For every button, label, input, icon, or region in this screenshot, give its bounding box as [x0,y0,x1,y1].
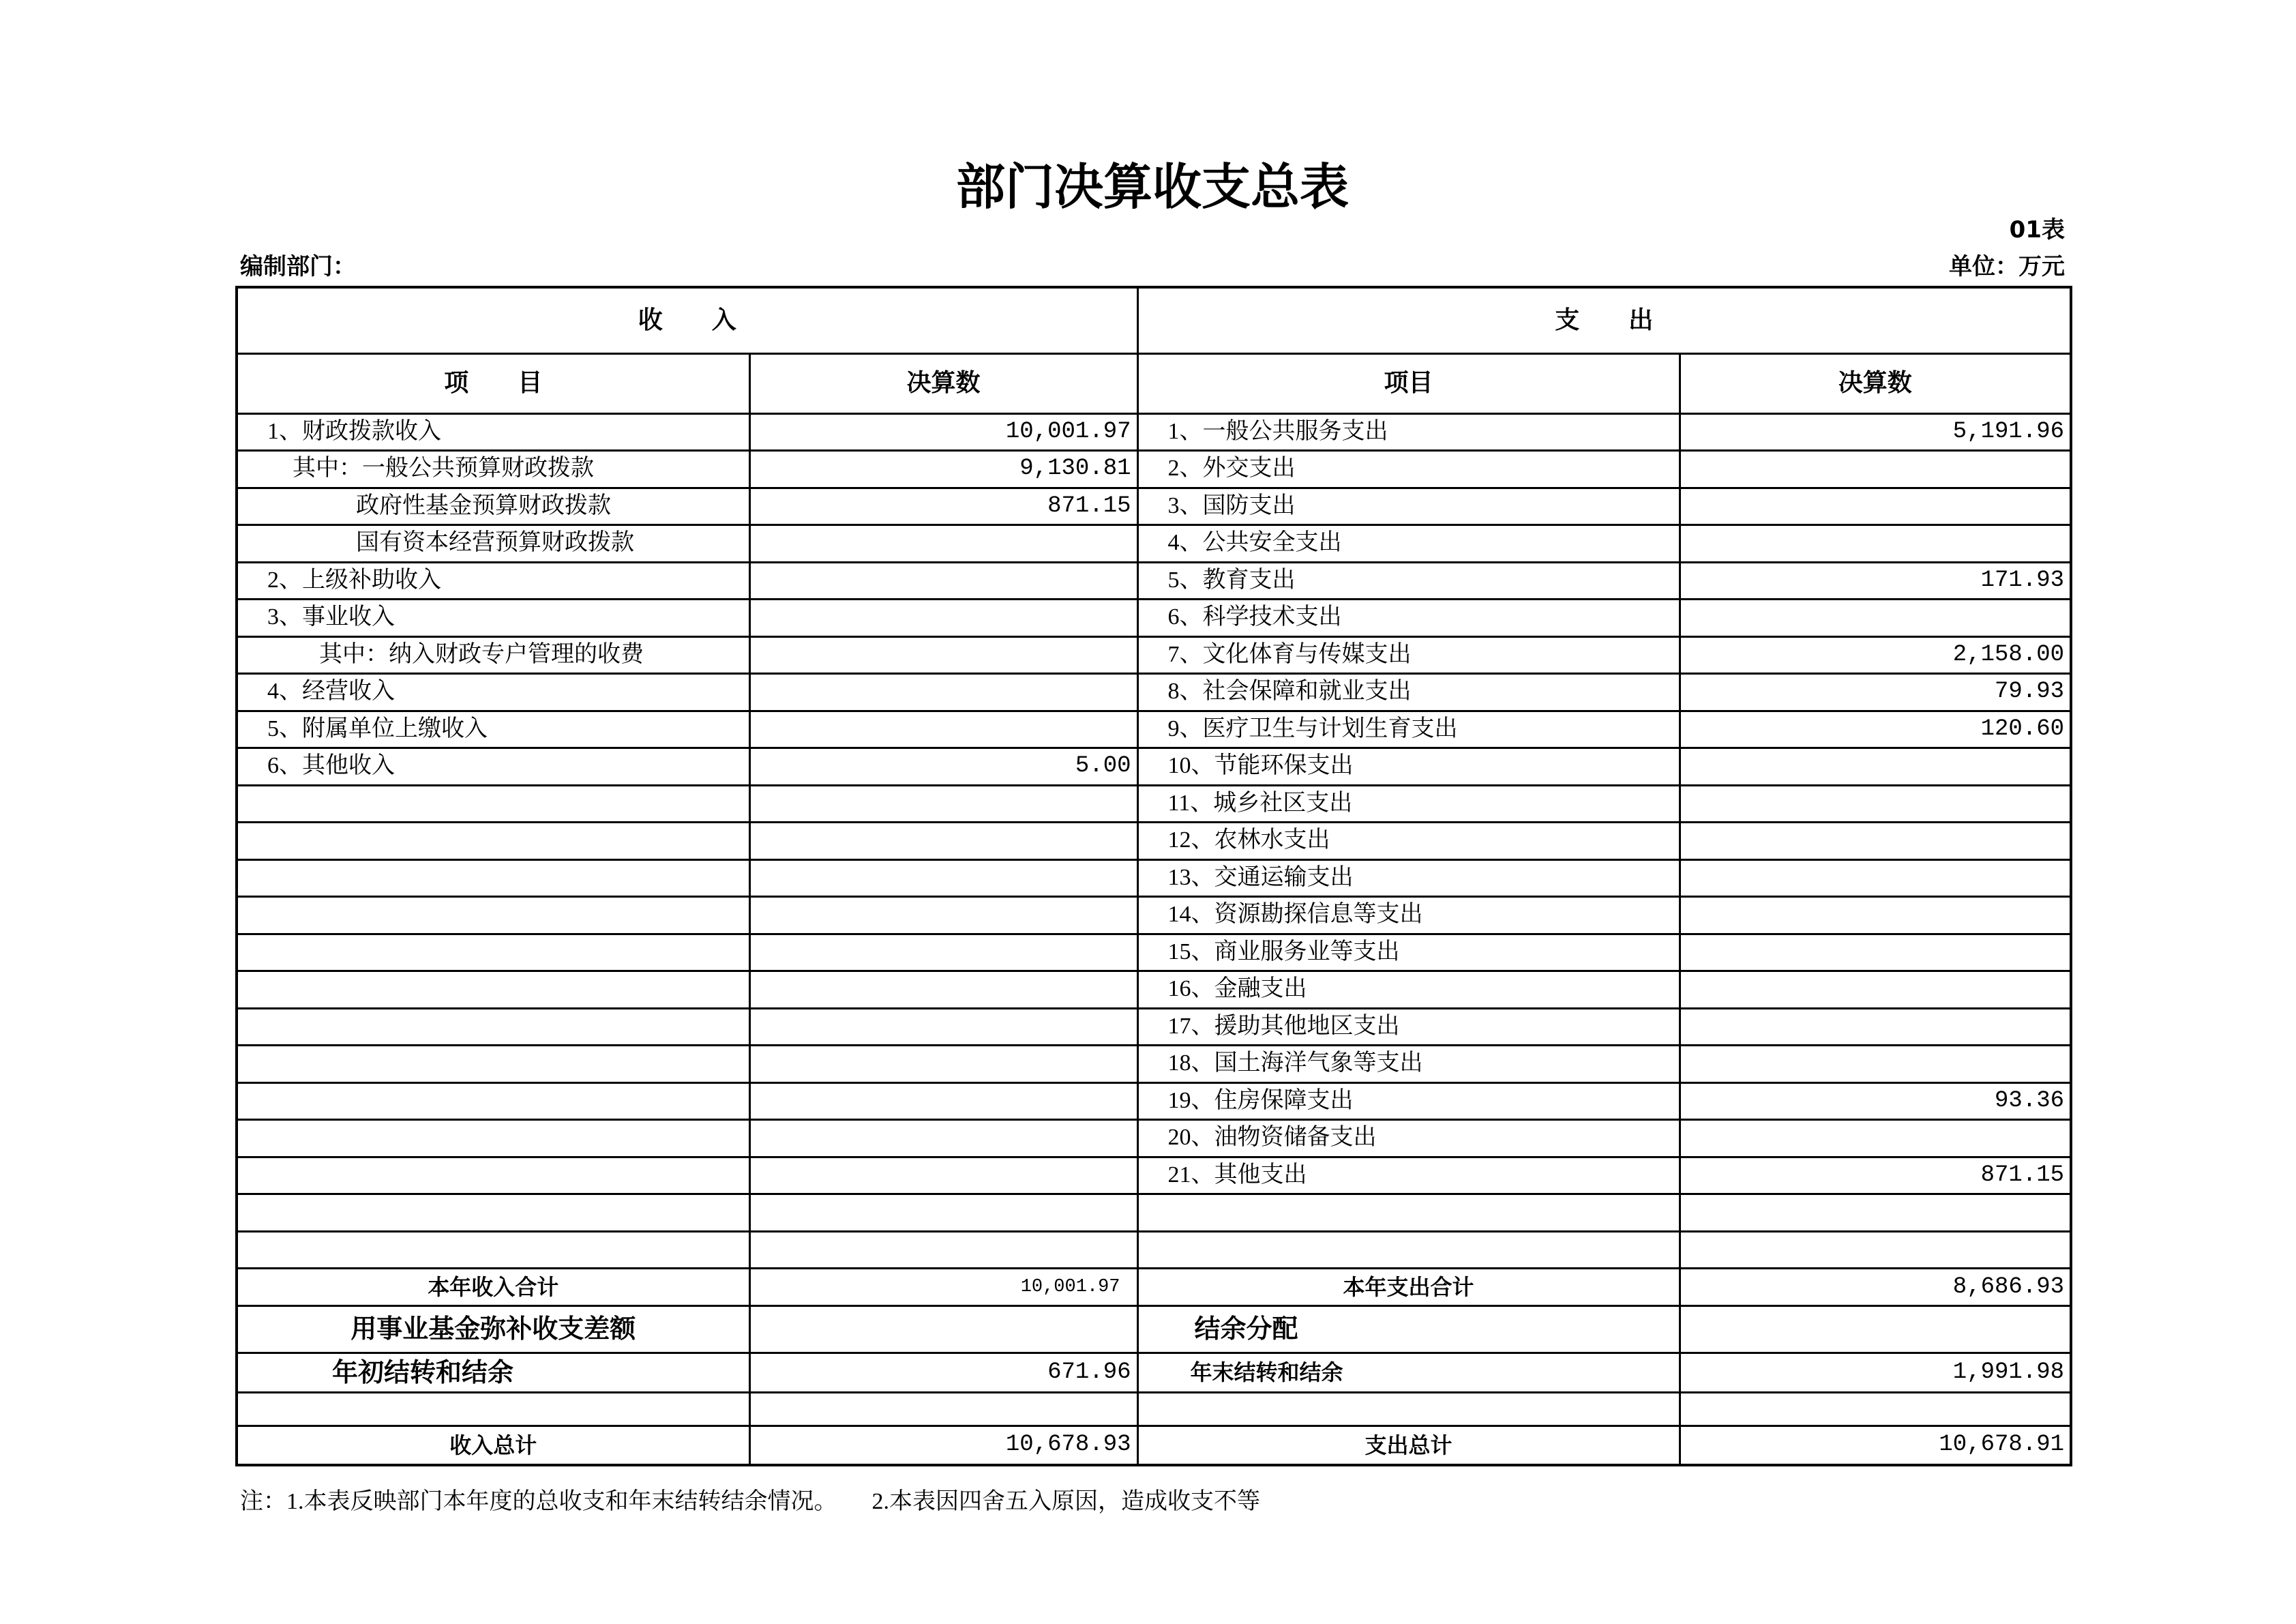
expenditure-item-amount [1680,600,2071,637]
empty-cell [749,971,1137,1009]
expenditure-amount-column-header: 决算数 [1680,353,2071,413]
expenditure-item-amount [1680,1046,2071,1083]
expenditure-item-amount: 2,158.00 [1680,636,2071,674]
empty-cell [237,785,749,823]
expenditure-item-amount [1680,748,2071,786]
income-item-amount [749,636,1137,674]
expenditure-item-label: 16、金融支出 [1137,971,1680,1009]
table-row [237,1120,2071,1157]
table-row [237,785,2071,823]
table-row [237,934,2071,971]
surplus-distribution-amount [1680,1306,2071,1353]
empty-cell [749,1393,1137,1426]
expenditure-year-total-amount: 8,686.93 [1680,1269,2071,1306]
table-row [237,1194,2071,1232]
expenditure-item-amount [1680,859,2071,897]
expenditure-item-label: 4、公共安全支出 [1137,525,1680,563]
income-grand-total-amount: 10,678.93 [749,1426,1137,1465]
expenditure-item-amount [1680,785,2071,823]
income-item-amount [749,711,1137,748]
empty-cell [749,823,1137,860]
expenditure-item-amount [1680,934,2071,971]
empty-cell [1137,1393,1680,1426]
expenditure-item-label: 10、节能环保支出 [1137,748,1680,786]
expenditure-item-amount [1680,971,2071,1009]
section-header-row [237,287,2071,353]
expenditure-item-label: 15、商业服务业等支出 [1137,934,1680,971]
empty-cell [749,859,1137,897]
empty-cell [237,1231,749,1269]
income-item-label: 3、事业收入 [237,600,749,637]
table-row [237,525,2071,563]
income-item-amount [749,562,1137,600]
table-row [237,488,2071,525]
empty-cell [749,1231,1137,1269]
expenditure-item-amount: 5,191.96 [1680,413,2071,451]
empty-cell [1680,1231,2071,1269]
expenditure-item-label: 17、援助其他地区支出 [1137,1008,1680,1046]
empty-cell [749,1008,1137,1046]
income-item-label: 2、上级补助收入 [237,562,749,600]
income-item-column-header: 项 目 [237,353,749,413]
table-number: 01表 [2009,216,2065,243]
expenditure-item-amount: 871.15 [1680,1157,2071,1194]
income-item-amount [749,600,1137,637]
fund-offset-amount [749,1306,1137,1353]
income-year-total-amount: 10,001.97 [749,1269,1137,1306]
empty-cell [237,1157,749,1194]
expenditure-item-amount [1680,1008,2071,1046]
empty-cell [237,823,749,860]
income-item-label: 政府性基金预算财政拨款 [237,488,749,525]
expenditure-item-label: 20、油物资储备支出 [1137,1120,1680,1157]
income-section-header: 收 入 [237,287,1137,353]
expenditure-item-amount [1680,451,2071,488]
empty-cell [1137,1231,1680,1269]
income-item-amount: 9,130.81 [749,451,1137,488]
table-row [237,600,2071,637]
income-item-amount [749,525,1137,563]
income-item-amount: 5.00 [749,748,1137,786]
empty-cell [1137,1194,1680,1232]
expenditure-item-label: 12、农林水支出 [1137,823,1680,860]
expenditure-grand-total-amount: 10,678.91 [1680,1426,2071,1465]
fund-offset-row [237,1306,2071,1353]
footnote: 注：1.本表反映部门本年度的总收支和年末结转结余情况。 2.本表因四舍五入原因，造成收支不等 [240,1489,1260,1514]
income-grand-total-label: 收入总计 [237,1426,749,1465]
income-item-label: 1、财政拨款收入 [237,413,749,451]
empty-cell [237,1082,749,1120]
table-row [237,1046,2071,1083]
expenditure-item-label: 1、一般公共服务支出 [1137,413,1680,451]
expenditure-item-amount [1680,823,2071,860]
expenditure-item-amount: 171.93 [1680,562,2071,600]
expenditure-item-label: 18、国土海洋气象等支出 [1137,1046,1680,1083]
empty-cell [237,1046,749,1083]
expenditure-item-label: 5、教育支出 [1137,562,1680,600]
expenditure-item-amount: 93.36 [1680,1082,2071,1120]
expenditure-item-amount: 120.60 [1680,711,2071,748]
expenditure-item-label: 11、城乡社区支出 [1137,785,1680,823]
expenditure-item-label: 7、文化体育与传媒支出 [1137,636,1680,674]
expenditure-item-label: 8、社会保障和就业支出 [1137,674,1680,711]
empty-cell [237,1393,749,1426]
table-row [237,451,2071,488]
empty-cell [237,971,749,1009]
fund-offset-label: 用事业基金弥补收支差额 [237,1306,749,1353]
expenditure-item-label: 19、住房保障支出 [1137,1082,1680,1120]
empty-cell [749,1082,1137,1120]
opening-balance-amount: 671.96 [749,1353,1137,1393]
opening-balance-label: 年初结转和结余 [237,1353,749,1393]
expenditure-item-amount [1680,897,2071,934]
year-total-row [237,1269,2071,1306]
table-row [237,748,2071,786]
table-row [237,1393,2071,1426]
table-row [237,711,2071,748]
table-row [237,1008,2071,1046]
unit-label: 单位：万元 [1949,253,2065,280]
empty-cell [1680,1393,2071,1426]
closing-balance-amount: 1,991.98 [1680,1353,2071,1393]
grand-total-row [237,1426,2071,1465]
income-item-amount [749,674,1137,711]
empty-cell [237,897,749,934]
empty-cell [237,1008,749,1046]
income-item-label: 6、其他收入 [237,748,749,786]
table-row [237,1231,2071,1269]
empty-cell [237,1194,749,1232]
empty-cell [749,1120,1137,1157]
expenditure-item-label: 14、资源勘探信息等支出 [1137,897,1680,934]
expenditure-item-amount [1680,525,2071,563]
table-row [237,562,2071,600]
expenditure-item-label: 9、医疗卫生与计划生育支出 [1137,711,1680,748]
empty-cell [749,1194,1137,1232]
table-row [237,823,2071,860]
expenditure-item-column-header: 项目 [1137,353,1680,413]
table-row [237,897,2071,934]
surplus-distribution-label: 结余分配 [1137,1306,1680,1353]
income-item-label: 5、附属单位上缴收入 [237,711,749,748]
closing-balance-label: 年末结转和结余 [1137,1353,1680,1393]
empty-cell [237,859,749,897]
expenditure-item-label: 6、科学技术支出 [1137,600,1680,637]
expenditure-item-amount: 79.93 [1680,674,2071,711]
expenditure-item-amount [1680,488,2071,525]
expenditure-section-header: 支 出 [1137,287,2071,353]
table-row [237,1082,2071,1120]
income-item-label: 国有资本经营预算财政拨款 [237,525,749,563]
expenditure-item-label: 21、其他支出 [1137,1157,1680,1194]
compiler-label: 编制部门： [240,253,356,280]
income-amount-column-header: 决算数 [749,353,1137,413]
expenditure-item-amount [1680,1120,2071,1157]
expenditure-item-label: 3、国防支出 [1137,488,1680,525]
table-row [237,859,2071,897]
empty-cell [749,1157,1137,1194]
table-row [237,413,2071,451]
income-item-label: 4、经营收入 [237,674,749,711]
page-title: 部门决算收支总表 [955,158,1349,216]
expenditure-item-label: 2、外交支出 [1137,451,1680,488]
empty-cell [749,1046,1137,1083]
revenue-expenditure-table [235,286,2072,1466]
empty-cell [749,785,1137,823]
income-item-label: 其中：纳入财政专户管理的收费 [237,636,749,674]
balance-row [237,1353,2071,1393]
empty-cell [237,934,749,971]
column-header-row [237,353,2071,413]
income-item-amount: 10,001.97 [749,413,1137,451]
table-row [237,971,2071,1009]
income-year-total-label: 本年收入合计 [237,1269,749,1306]
empty-cell [237,1120,749,1157]
expenditure-item-label: 13、交通运输支出 [1137,859,1680,897]
expenditure-grand-total-label: 支出总计 [1137,1426,1680,1465]
table-row [237,674,2071,711]
empty-cell [1680,1194,2071,1232]
table-row [237,636,2071,674]
empty-cell [749,897,1137,934]
empty-cell [749,934,1137,971]
income-item-amount: 871.15 [749,488,1137,525]
table-row [237,1157,2071,1194]
expenditure-year-total-label: 本年支出合计 [1137,1269,1680,1306]
income-item-label: 其中：一般公共预算财政拨款 [237,451,749,488]
